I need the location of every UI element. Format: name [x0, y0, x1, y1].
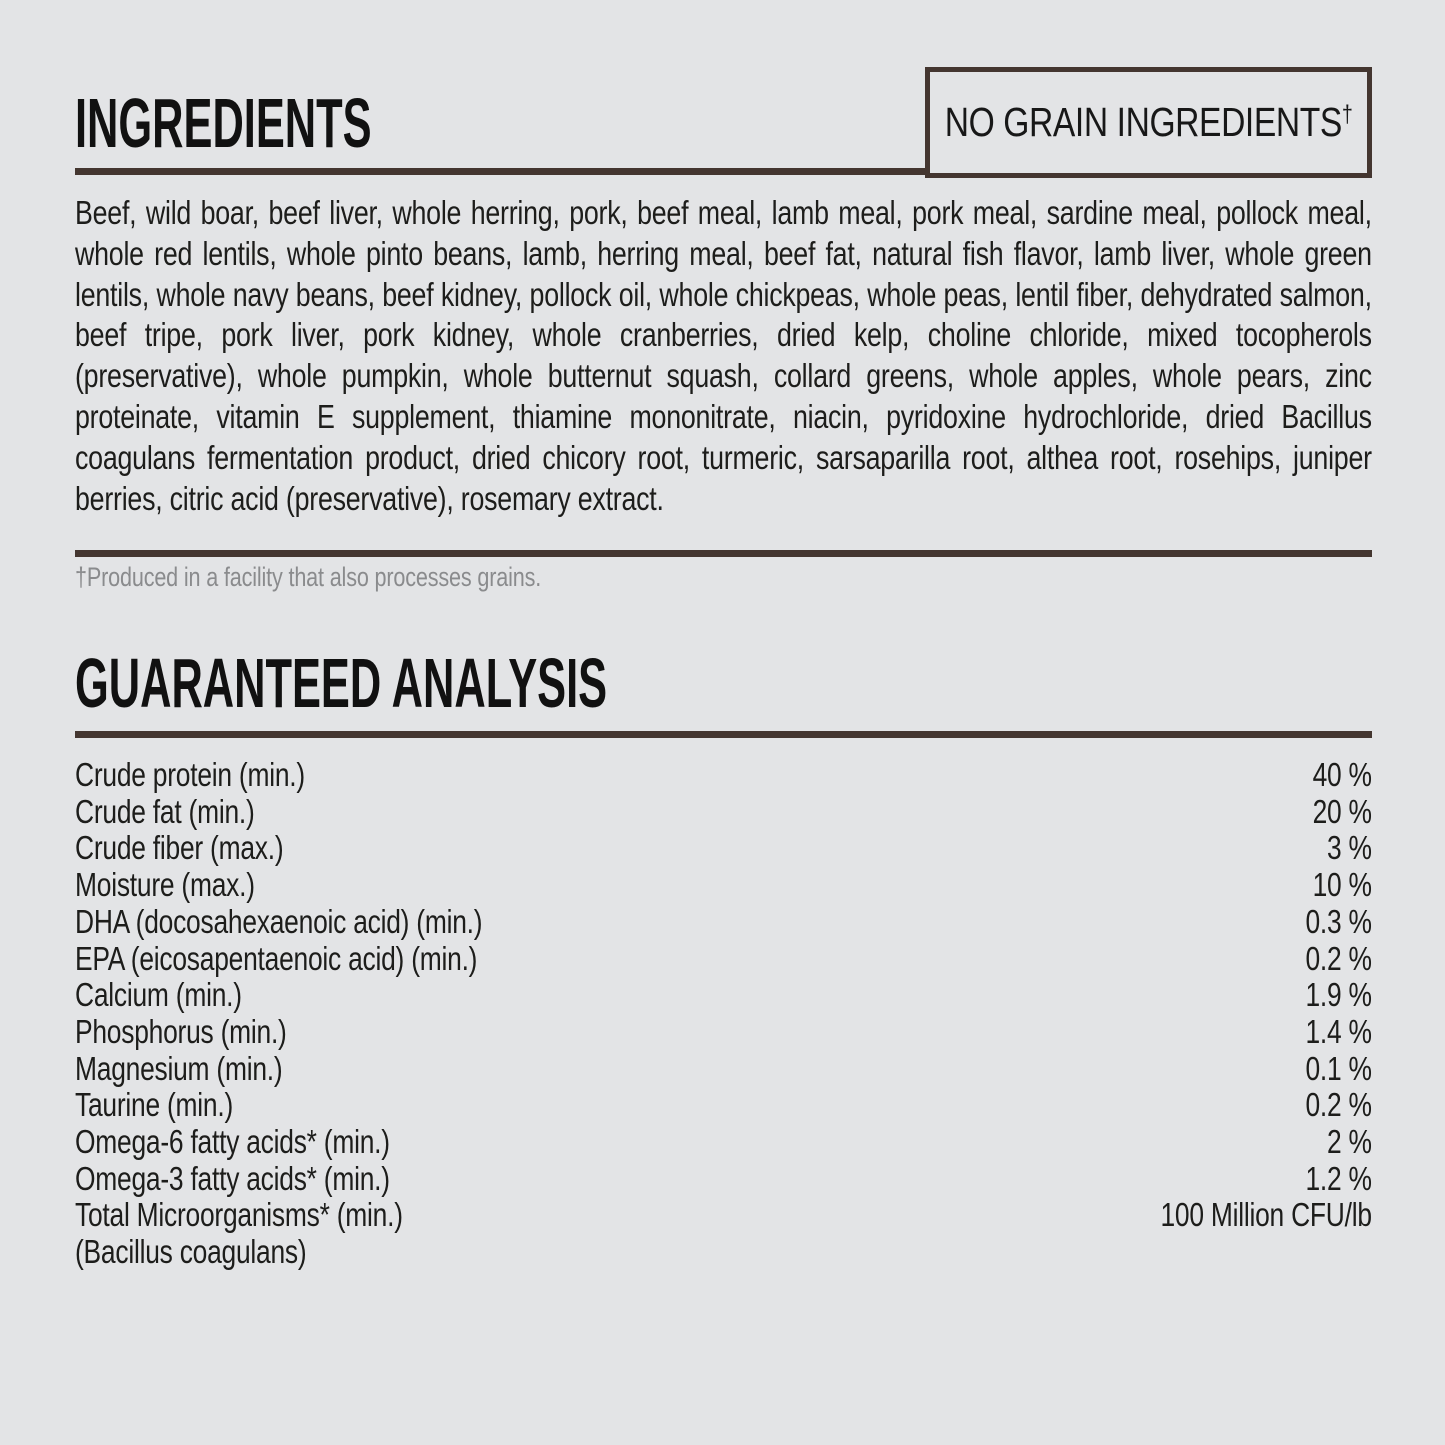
analysis-row [75, 1051, 1372, 1088]
analysis-row-label: Phosphorus (min.) [75, 1012, 287, 1050]
ingredients-title-text: INGREDIENTS [75, 84, 372, 162]
no-grain-badge-text [945, 99, 1353, 146]
analysis-row-value: 100 Million CFU/lb [1160, 1196, 1372, 1234]
analysis-row [75, 1161, 1372, 1198]
analysis-row-label: DHA (docosahexaenoic acid) (min.) [75, 902, 483, 940]
analysis-row [75, 1124, 1372, 1161]
ingredients-body-text: Beef, wild boar, beef liver, whole herring, pork, beef meal, lamb meal, pork meal, sardine meal, pollock meal, whole red lentils, whole pinto beans, lamb, herring meal, beef fat, natural fish flavor, lamb liver, whole green lentils, whole navy beans, beef kidney, pollock oil, whole chickpeas, whole peas, lentil fiber, dehydrated salmon, beef tripe, pork liver, pork kidney, whole cranberries, dried kelp, choline chloride, mixed tocopherols (preservative), whole pumpkin, whole butternut squash, collard greens, whole apples, whole pears, zinc proteinate, vitamin E supplement, thiamine mononitrate, niacin, pyridoxine hydrochloride, dried Bacillus coagulans fermentation product, dried chicory root, turmeric, sarsaparilla root, althea root, rosehips, juniper berries, citric acid (preservative), rosemary extract. [75, 195, 1372, 518]
analysis-row [75, 1197, 1372, 1234]
dagger-symbol: † [1341, 101, 1353, 128]
analysis-row [75, 830, 1372, 867]
analysis-table [75, 757, 1372, 1271]
ingredients-footnote: †Produced in a facility that also processes grains. [75, 562, 542, 592]
analysis-row [75, 757, 1372, 794]
analysis-row-label: Omega-3 fatty acids* (min.) [75, 1159, 390, 1197]
analysis-row [75, 1234, 1372, 1271]
analysis-row-value: 0.2 % [1305, 1086, 1372, 1124]
analysis-row-label: Calcium (min.) [75, 976, 242, 1014]
analysis-row-label: Moisture (max.) [75, 866, 255, 904]
analysis-row-label: Magnesium (min.) [75, 1049, 283, 1087]
footnote-divider [75, 550, 1372, 557]
analysis-row-label: Omega-6 fatty acids* (min.) [75, 1123, 390, 1161]
analysis-row [75, 941, 1372, 978]
no-grain-badge [925, 67, 1372, 178]
analysis-divider [75, 731, 1372, 738]
guaranteed-analysis-title-text: GUARANTEED ANALYSIS [75, 644, 608, 722]
analysis-row-label: Taurine (min.) [75, 1086, 234, 1124]
analysis-row-value: 40 % [1312, 756, 1372, 793]
analysis-row-value: 1.4 % [1305, 1012, 1372, 1050]
analysis-row-value: 20 % [1312, 792, 1372, 830]
analysis-row-value: 0.3 % [1305, 902, 1372, 940]
analysis-row-value: 1.2 % [1305, 1159, 1372, 1197]
analysis-row-label: Crude protein (min.) [75, 756, 305, 793]
analysis-row [75, 904, 1372, 941]
analysis-row-value: 2 % [1327, 1123, 1372, 1161]
analysis-row [75, 1014, 1372, 1051]
analysis-row-label: EPA (eicosapentaenoic acid) (min.) [75, 939, 478, 977]
analysis-row-value: 0.2 % [1305, 939, 1372, 977]
analysis-row-label: Crude fat (min.) [75, 792, 255, 830]
analysis-row-value: 10 % [1312, 866, 1372, 904]
analysis-row-label: Crude fiber (max.) [75, 829, 284, 867]
analysis-row-value: 0.1 % [1305, 1049, 1372, 1087]
guaranteed-analysis-section-title [75, 644, 933, 722]
analysis-row [75, 1087, 1372, 1124]
analysis-row [75, 977, 1372, 1014]
analysis-row-value: 3 % [1327, 829, 1372, 867]
analysis-row-label: Total Microorganisms* (min.) [75, 1196, 403, 1234]
analysis-row [75, 794, 1372, 831]
ingredients-section-title [75, 84, 553, 162]
no-grain-badge-label: NO GRAIN INGREDIENTS [944, 99, 1342, 145]
analysis-row-label: (Bacillus coagulans) [75, 1233, 307, 1271]
analysis-row-value: 1.9 % [1305, 976, 1372, 1014]
analysis-row [75, 867, 1372, 904]
